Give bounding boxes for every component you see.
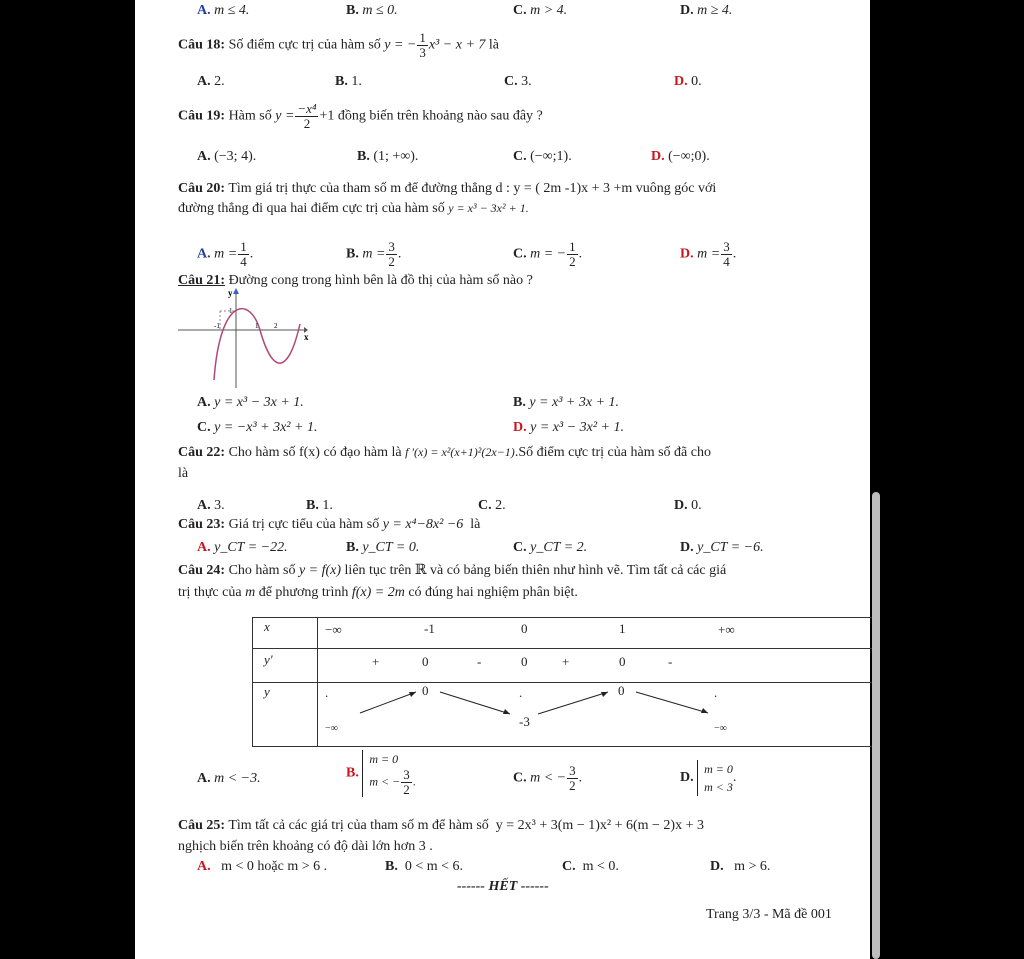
q18-option-d: D. 0. bbox=[674, 74, 702, 89]
q19-option-d: D. (−∞;0). bbox=[651, 149, 710, 164]
graph-tick-label: 2 bbox=[274, 322, 278, 330]
document-page bbox=[135, 0, 870, 959]
graph-y-arrow bbox=[233, 288, 239, 294]
q23-option-c: C. y_CT = 2. bbox=[513, 540, 588, 555]
table-row-x-values bbox=[318, 618, 873, 649]
yp-sign: 0 bbox=[422, 654, 429, 669]
arrow-up bbox=[360, 692, 416, 713]
q22-option-a: A. 3. bbox=[197, 498, 225, 513]
q17-option-b: B. m ≤ 0. bbox=[346, 3, 398, 18]
q18-option-c: C. 3. bbox=[504, 74, 532, 89]
q20-option-c: C. m = − $\frac{1}{2}$ . bbox=[513, 239, 583, 269]
q22-option-d: D. 0. bbox=[674, 498, 702, 513]
q22-option-c: C. 2. bbox=[478, 498, 506, 513]
y-dot: . bbox=[325, 685, 329, 700]
x-value: 1 bbox=[619, 621, 626, 636]
q24-question-line2: trị thực của m để phương trình f(x) = 2m có đúng hai nghiệm phân biệt. bbox=[178, 585, 578, 600]
table-row-y-values bbox=[318, 683, 873, 747]
q23-question: Câu 23: Giá trị cực tiểu của hàm số y = x⁴−8x² −6 là bbox=[178, 517, 481, 532]
q17-option-a: A. m ≤ 4. bbox=[197, 3, 250, 18]
y-max-value: 0 bbox=[618, 683, 625, 698]
y-dot: . bbox=[714, 685, 718, 700]
q21-option-c: C. y = −x³ + 3x² + 1. bbox=[197, 420, 318, 435]
x-value: -1 bbox=[424, 621, 435, 636]
q21-option-b: B. y = x³ + 3x + 1. bbox=[513, 395, 620, 410]
q23-option-a: A. y_CT = −22. bbox=[197, 540, 288, 555]
q25-question-line1: Câu 25: Tìm tất cả các giá trị của tham số m để hàm số y = 2x³ + 3(m − 1)x² + 6(m − 2)x + 3 bbox=[178, 818, 704, 833]
y-min-value: -3 bbox=[519, 714, 530, 729]
q22-question-line1: Câu 22: Cho hàm số f(x) có đạo hàm là f ′(x) = x²(x+1)²(2x−1).Số điểm cực trị của hàm số đã cho bbox=[178, 445, 711, 460]
page-footer: Trang 3/3 - Mã đề 001 bbox=[706, 907, 832, 922]
q24-option-a: A. m < −3. bbox=[197, 771, 261, 786]
table-row-yp-label: y' bbox=[253, 649, 318, 683]
yp-sign: 0 bbox=[521, 654, 528, 669]
arrow-head bbox=[601, 692, 608, 697]
arrow-head bbox=[409, 692, 416, 697]
q23-option-d: D. y_CT = −6. bbox=[680, 540, 764, 555]
y-max-value: 0 bbox=[422, 683, 429, 698]
scrollbar-thumb[interactable] bbox=[872, 492, 880, 959]
q22-option-b: B. 1. bbox=[306, 498, 333, 513]
arrow-head bbox=[503, 709, 510, 714]
q25-option-b: B. 0 < m < 6. bbox=[385, 859, 464, 874]
q18-option-a: A. 2. bbox=[197, 74, 225, 89]
graph-tick-label: 1 bbox=[229, 307, 233, 315]
arrow-down bbox=[440, 692, 510, 714]
q21-option-a: A. y = x³ − 3x + 1. bbox=[197, 395, 304, 410]
q19-option-a: A. (−3; 4). bbox=[197, 149, 257, 164]
q20-option-a: A. m = $\frac{1}{4}$ . bbox=[197, 239, 254, 269]
q17-option-c: C. m > 4. bbox=[513, 3, 568, 18]
q24-option-d-bracket: m = 0 m < 3 bbox=[697, 760, 733, 796]
q25-option-c: C. m < 0. bbox=[562, 859, 619, 874]
arrow-up bbox=[538, 692, 608, 714]
variation-table bbox=[252, 617, 873, 747]
q21-question: Câu 21: Đường cong trong hình bên là đồ thị của hàm số nào ? bbox=[178, 273, 533, 288]
q19-question: Câu 19: Hàm số y = $\frac{\text{−x⁴}}{2}$ +1 đồng biến trên khoảng nào sau đây ? bbox=[178, 101, 543, 131]
q20-question-line1: Câu 20: Tìm giá trị thực của tham số m để đường thẳng d : y = ( 2m -1)x + 3 +m vuông góc với bbox=[178, 181, 717, 196]
table-row-y-label: y bbox=[253, 683, 318, 747]
y-min-value: −∞ bbox=[325, 723, 338, 734]
arrow-down bbox=[636, 692, 708, 713]
table-row-yp-values bbox=[318, 649, 873, 683]
q20-option-d: D. m = $\frac{3}{4}$ . bbox=[680, 239, 737, 269]
q23-option-b: B. y_CT = 0. bbox=[346, 540, 420, 555]
graph-x-label: x bbox=[304, 332, 309, 342]
y-min-value: −∞ bbox=[714, 723, 727, 734]
q25-question-line2: nghịch biến trên khoảng có độ dài lớn hơn 3 . bbox=[178, 839, 433, 854]
q24-option-b-bracket: m = 0 m < − $\frac{3}{2}$ . bbox=[362, 750, 415, 797]
q24-option-c: C. m < − $\frac{3}{2}$ . bbox=[513, 763, 583, 793]
q25-option-d: D. m > 6. bbox=[710, 859, 771, 874]
q20-option-b: B. m = $\frac{3}{2}$ . bbox=[346, 239, 402, 269]
q22-question-line2: là bbox=[178, 466, 189, 481]
q21-option-d: D. y = x³ − 3x² + 1. bbox=[513, 420, 625, 435]
q19-option-c: C. (−∞;1). bbox=[513, 149, 572, 164]
yp-sign: - bbox=[668, 654, 673, 669]
graph-tick-label: -1 bbox=[214, 322, 220, 330]
yp-sign: + bbox=[562, 654, 570, 669]
table-row-x-label: x bbox=[253, 618, 318, 649]
q25-option-a: A. m < 0 hoặc m > 6 . bbox=[197, 859, 328, 874]
graph-tick-label: 1 bbox=[255, 322, 259, 330]
q24-question-line1: Câu 24: Cho hàm số y = f(x) liên tục trên ℝ và có bảng biến thiên như hình vẽ. Tìm tất cả các giá bbox=[178, 563, 727, 578]
yp-sign: + bbox=[372, 654, 380, 669]
graph-y-label: y bbox=[228, 288, 233, 298]
yp-sign: 0 bbox=[619, 654, 626, 669]
variation-arrows bbox=[318, 683, 874, 747]
arrow-head bbox=[701, 708, 708, 713]
q18-question: Câu 18: Số điểm cực trị của hàm số y = − $\frac{1}{3}$ x³ − x + 7 là bbox=[178, 30, 500, 60]
q24-option-d: D. m = 0 m < 3 . bbox=[680, 762, 737, 794]
y-dot: . bbox=[519, 685, 523, 700]
x-value: +∞ bbox=[718, 622, 735, 637]
q21-graph bbox=[178, 284, 308, 392]
q19-option-b: B. (1; +∞). bbox=[357, 149, 419, 164]
yp-sign: - bbox=[477, 654, 482, 669]
graph-curve bbox=[214, 309, 300, 380]
q24-option-b: B. m = 0 m < − $\frac{3}{2}$ . bbox=[346, 752, 416, 797]
end-marker: ------ HẾT ------ bbox=[457, 879, 549, 894]
x-value: 0 bbox=[521, 621, 528, 636]
q20-question-line2: đường thẳng đi qua hai điểm cực trị của hàm số y = x³ − 3x² + 1. bbox=[178, 201, 529, 216]
x-value: −∞ bbox=[325, 622, 342, 637]
q17-option-d: D. m ≥ 4. bbox=[680, 3, 733, 18]
q18-option-b: B. 1. bbox=[335, 74, 362, 89]
